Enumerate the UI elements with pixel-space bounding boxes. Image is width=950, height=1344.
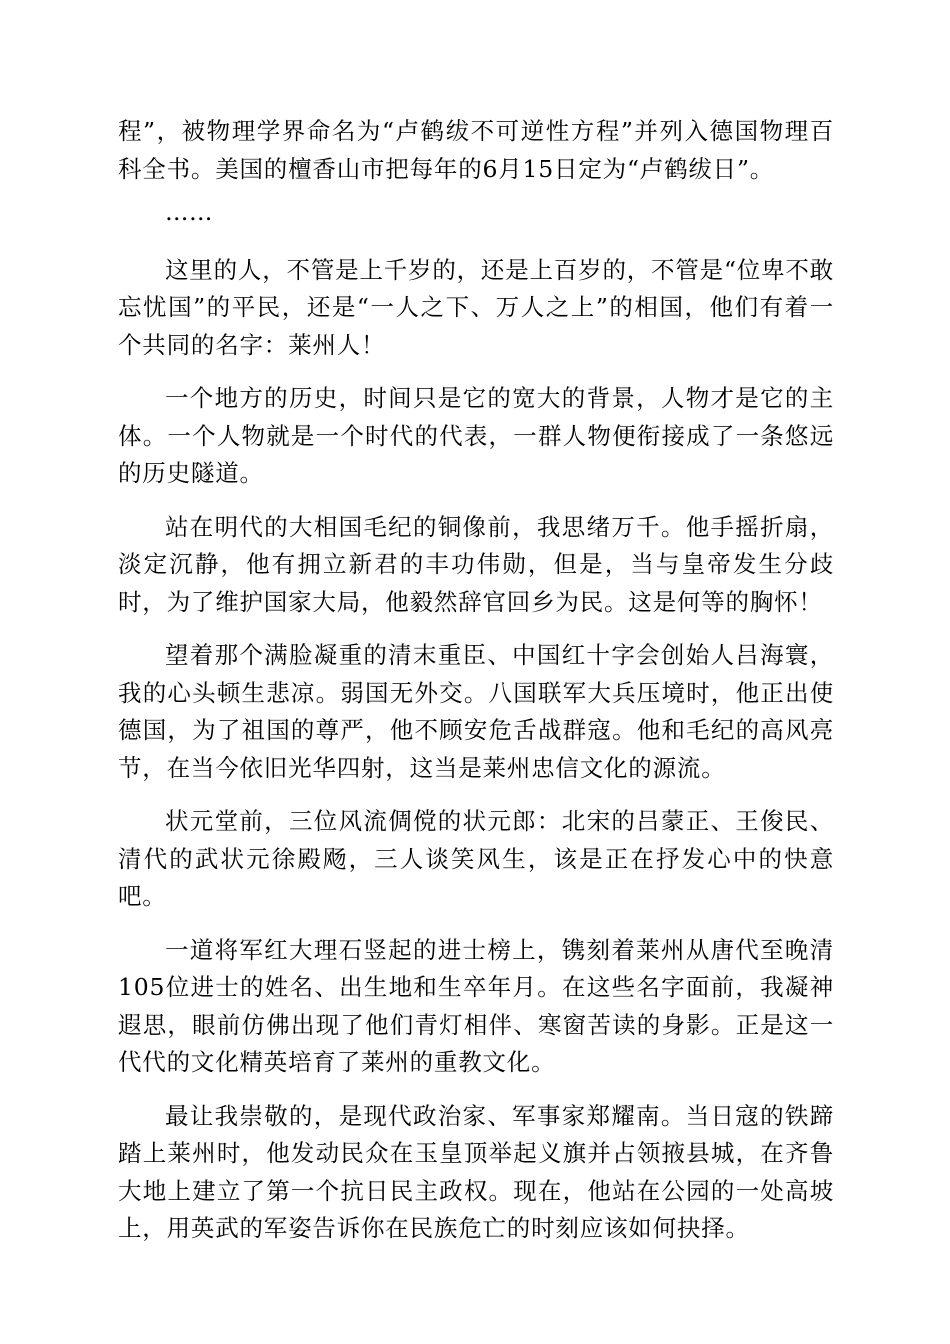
ellipsis-break: …… — [165, 198, 213, 226]
paragraph-mao-ji: 站在明代的大相国毛纪的铜像前，我思绪万千。他手摇折扇，淡定沉静，他有拥立新君的丰功伟勋，但是，当与皇帝发生分歧时，为了维护国家大局，他毅然辞官回乡为民。这是何等的胸怀！ — [118, 512, 834, 616]
paragraph-laizhou-people: 这里的人，不管是上千岁的，还是上百岁的，不管是“位卑不敢忘忧国”的平民，还是“一人之下、万人之上”的相国，他们有着一个共同的名字：莱州人！ — [118, 255, 834, 359]
paragraph-zheng-yaonan: 最让我崇敬的，是现代政治家、军事家郑耀南。当日寇的铁蹄踏上莱州时，他发动民众在玉皇顶举起义旗并占领掖县城，在齐鲁大地上建立了第一个抗日民主政权。现在，他站在公园的一处高坡上，用英武的军姿告诉你在民族危亡的时刻应该如何抉择。 — [118, 1101, 834, 1242]
paragraph-zhuangyuan-hall: 状元堂前，三位风流倜傥的状元郎：北宋的吕蒙正、王俊民、清代的武状元徐殿飏，三人谈笑风生，该是正在抒发心中的快意吧。 — [118, 807, 834, 910]
paragraph-lv-haihuan: 望着那个满脸凝重的清末重臣、中国红十字会创始人吕海寰，我的心头顿生悲凉。弱国无外交。八国联军大兵压境时，他正出使德国，为了祖国的尊严，他不顾安危舌战群寇。他和毛纪的高风亮节，在当今依旧光华四射，这当是莱州忠信文化的源流。 — [118, 641, 834, 782]
paragraph-jinshi-list: 一道将军红大理石竖起的进士榜上，镌刻着莱州从唐代至晚清105位进士的姓名、出生地和生卒年月。在这些名字面前，我凝神遐思，眼前仿佛出现了他们青灯相伴、寒窗苦读的身影。正是这一代代的文化精英培育了莱州的重教文化。 — [118, 935, 834, 1076]
paragraph-history-figures: 一个地方的历史，时间只是它的宽大的背景，人物才是它的主体。一个人物就是一个时代的代表，一群人物便衔接成了一条悠远的历史隧道。 — [118, 384, 834, 487]
document-page — [118, 113, 834, 1248]
paragraph-continuation: 程”，被物理学界命名为“卢鹤绂不可逆性方程”并列入德国物理百科全书。美国的檀香山市把每年的6月15日定为“卢鹤绂日”。 — [118, 117, 834, 183]
